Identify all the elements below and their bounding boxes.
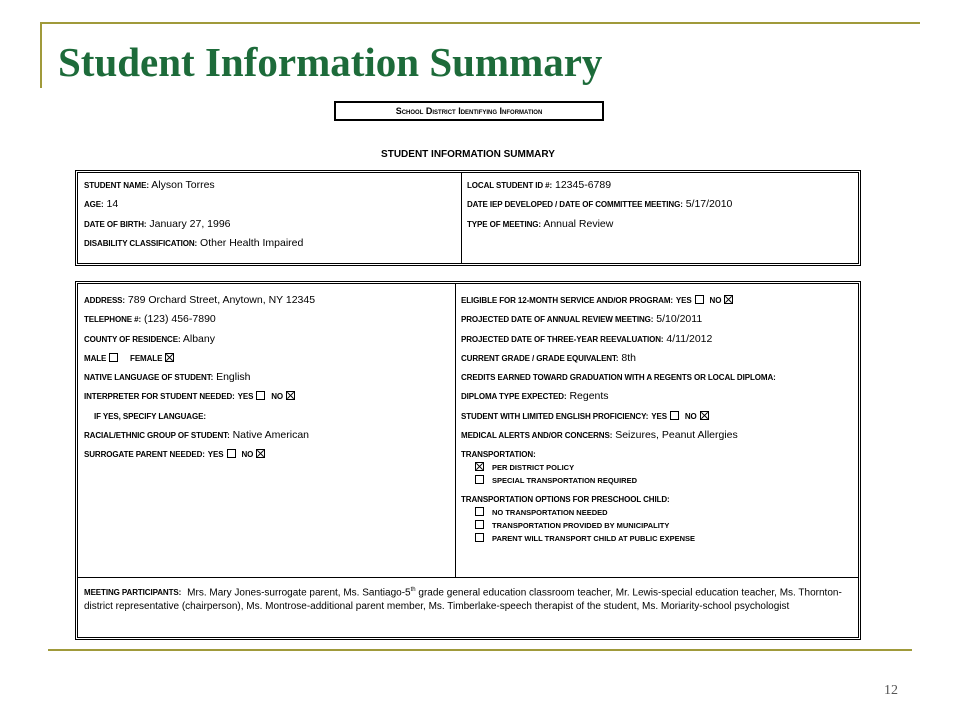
eligible-no-checkbox[interactable] — [724, 295, 733, 304]
yes-label: YES — [651, 411, 667, 421]
annual-review-value: 5/10/2011 — [656, 313, 703, 326]
preschool-row — [461, 493, 776, 507]
medical-row — [461, 429, 776, 448]
slide-bottom-rule — [48, 649, 912, 651]
student-details-left — [84, 294, 315, 468]
transport-special-checkbox[interactable] — [475, 475, 484, 484]
male-label: MALE — [84, 353, 107, 363]
student-details-right — [461, 294, 776, 546]
county-row — [84, 333, 315, 352]
native-language-value: English — [216, 371, 251, 384]
credits-row — [461, 371, 776, 390]
field-label: DISABILITY CLASSIFICATION: — [84, 238, 198, 248]
female-label: FEMALE — [130, 353, 163, 363]
school-district-id-label: School District Identifying Information — [395, 106, 543, 116]
student-identity-left — [84, 179, 303, 256]
racial-row — [84, 429, 315, 448]
field-label: IF YES, SPECIFY LANGUAGE: — [94, 411, 206, 421]
field-label: DATE IEP DEVELOPED / DATE OF COMMITTEE MEETING: — [467, 200, 683, 210]
page-number: 12 — [884, 683, 898, 698]
student-name-value: Alyson Torres — [151, 179, 215, 191]
no-label: NO — [241, 450, 254, 460]
field-label: SURROGATE PARENT NEEDED: — [84, 450, 205, 460]
form-heading: STUDENT INFORMATION SUMMARY — [381, 149, 555, 160]
address-value: 789 Orchard Street, Anytown, NY 12345 — [127, 294, 316, 306]
surrogate-no-checkbox[interactable] — [256, 449, 265, 458]
eligible-yes-checkbox[interactable] — [695, 295, 704, 304]
transport-district-checkbox[interactable] — [475, 462, 484, 471]
dob-row — [84, 218, 303, 237]
surrogate-yes-checkbox[interactable] — [227, 449, 236, 458]
field-label: MEDICAL ALERTS AND/OR CONCERNS: — [461, 431, 613, 441]
male-checkbox[interactable] — [109, 353, 118, 362]
transportation-row — [461, 448, 776, 462]
lep-row — [461, 410, 776, 429]
disability-row — [84, 237, 303, 256]
field-label: PROJECTED DATE OF THREE-YEAR REEVALUATION: — [461, 334, 664, 344]
slide-left-rule — [40, 22, 42, 88]
lep-yes-checkbox[interactable] — [670, 411, 679, 420]
preschool-option-parent — [461, 533, 776, 546]
student-details-section — [75, 281, 861, 640]
diploma-value: Regents — [569, 390, 609, 403]
no-label: NO — [709, 296, 722, 305]
interpreter-yes-checkbox[interactable] — [256, 391, 265, 400]
diploma-row — [461, 390, 776, 409]
field-label: ADDRESS: — [84, 296, 125, 305]
no-label: NO — [271, 392, 284, 402]
field-label: CREDITS EARNED TOWARD GRADUATION WITH A REGENTS OR LOCAL DIPLOMA: — [461, 373, 776, 383]
interpreter-no-checkbox[interactable] — [286, 391, 295, 400]
transport-option-special — [461, 475, 776, 488]
three-year-row — [461, 333, 776, 352]
yes-label: YES — [675, 296, 692, 305]
specify-language-row — [84, 410, 315, 429]
no-label: NO — [684, 411, 697, 421]
option-label: TRANSPORTATION PROVIDED BY MUNICIPALITY — [492, 521, 670, 531]
student-id-value: 12345-6789 — [555, 179, 612, 191]
transport-option-district — [461, 462, 776, 475]
slide-top-rule — [40, 22, 920, 24]
field-label: TYPE OF MEETING: — [467, 219, 541, 229]
student-identity-section — [75, 170, 861, 266]
field-label: TELEPHONE #: — [84, 315, 142, 325]
student-identity-right — [467, 179, 732, 237]
meeting-participants — [84, 584, 846, 613]
meeting-type-row — [467, 218, 732, 237]
option-label: PARENT WILL TRANSPORT CHILD AT PUBLIC EXPENSE — [492, 534, 696, 544]
field-label: LOCAL STUDENT ID #: — [467, 181, 553, 190]
lep-no-checkbox[interactable] — [700, 411, 709, 420]
annual-review-row — [461, 313, 776, 332]
dob-value: January 27, 1996 — [149, 217, 231, 230]
female-checkbox[interactable] — [165, 353, 174, 362]
grade-value: 8th — [621, 351, 636, 364]
field-label: NATIVE LANGUAGE OF STUDENT: — [84, 373, 214, 383]
native-language-row — [84, 371, 315, 390]
field-label: STUDENT WITH LIMITED ENGLISH PROFICIENCY: — [461, 411, 649, 421]
telephone-value: (123) 456-7890 — [143, 313, 216, 326]
participants-divider — [78, 577, 858, 578]
field-label: COUNTY OF RESIDENCE: — [84, 334, 181, 344]
participants-label: MEETING PARTICIPANTS: — [84, 588, 182, 598]
address-row — [84, 294, 315, 313]
age-row — [84, 198, 303, 217]
preschool-option-municipality — [461, 520, 776, 533]
field-label: INTERPRETER FOR STUDENT NEEDED: — [84, 392, 235, 402]
field-label: DIPLOMA TYPE EXPECTED: — [461, 392, 567, 402]
section-divider — [455, 284, 456, 577]
field-label: AGE: — [84, 200, 104, 210]
student-name-row — [84, 179, 303, 198]
slide-title: Student Information Summary — [58, 39, 603, 85]
county-value: Albany — [182, 332, 215, 345]
option-label: PER DISTRICT POLICY — [492, 463, 575, 473]
grade-row — [461, 352, 776, 371]
iep-date-value: 5/17/2010 — [685, 198, 733, 211]
preschool-municipality-checkbox[interactable] — [475, 520, 484, 529]
disability-value: Other Health Impaired — [200, 236, 304, 249]
meeting-type-value: Annual Review — [543, 217, 614, 230]
option-label: NO TRANSPORTATION NEEDED — [492, 508, 608, 518]
field-label: STUDENT NAME: — [84, 181, 149, 190]
yes-label: YES — [237, 392, 254, 402]
participants-value-start: Mrs. Mary Jones-surrogate parent, Ms. Santiago-5 — [187, 587, 411, 599]
field-label: TRANSPORTATION OPTIONS FOR PRESCHOOL CHILD: — [461, 495, 670, 505]
iep-date-row — [467, 198, 732, 217]
eligible-row — [461, 294, 776, 313]
yes-label: YES — [207, 450, 224, 460]
field-label: TRANSPORTATION: — [461, 450, 536, 460]
medical-value: Seizures, Peanut Allergies — [615, 429, 738, 442]
racial-value: Native American — [232, 429, 310, 442]
section-divider — [461, 173, 462, 263]
field-label: ELIGIBLE FOR 12-MONTH SERVICE AND/OR PROGRAM: — [461, 296, 673, 305]
preschool-none-checkbox[interactable] — [475, 507, 484, 516]
field-label: CURRENT GRADE / GRADE EQUIVALENT: — [461, 353, 619, 363]
student-id-row — [467, 179, 732, 198]
preschool-parent-checkbox[interactable] — [475, 533, 484, 542]
participants-sup: th — [410, 587, 416, 593]
three-year-value: 4/11/2012 — [666, 332, 713, 345]
preschool-option-none — [461, 507, 776, 520]
school-district-id-box — [334, 101, 604, 121]
age-value: 14 — [106, 198, 119, 211]
field-label: RACIAL/ETHNIC GROUP OF STUDENT: — [84, 431, 230, 441]
field-label: DATE OF BIRTH: — [84, 219, 147, 229]
field-label: PROJECTED DATE OF ANNUAL REVIEW MEETING: — [461, 315, 654, 325]
interpreter-row — [84, 390, 315, 409]
participants-value-end: grade general education classroom teacher, Mr. Lewis-special education teacher, Ms. Thornton-district representative (chairperson), Ms. Montrose-additional parent member, Ms. Timberlake-speech therapist of the student, Ms. Moriarity-school psychologist — [84, 587, 842, 612]
gender-row — [84, 352, 315, 371]
surrogate-row — [84, 448, 315, 467]
option-label: SPECIAL TRANSPORTATION REQUIRED — [492, 476, 638, 486]
telephone-row — [84, 313, 315, 332]
